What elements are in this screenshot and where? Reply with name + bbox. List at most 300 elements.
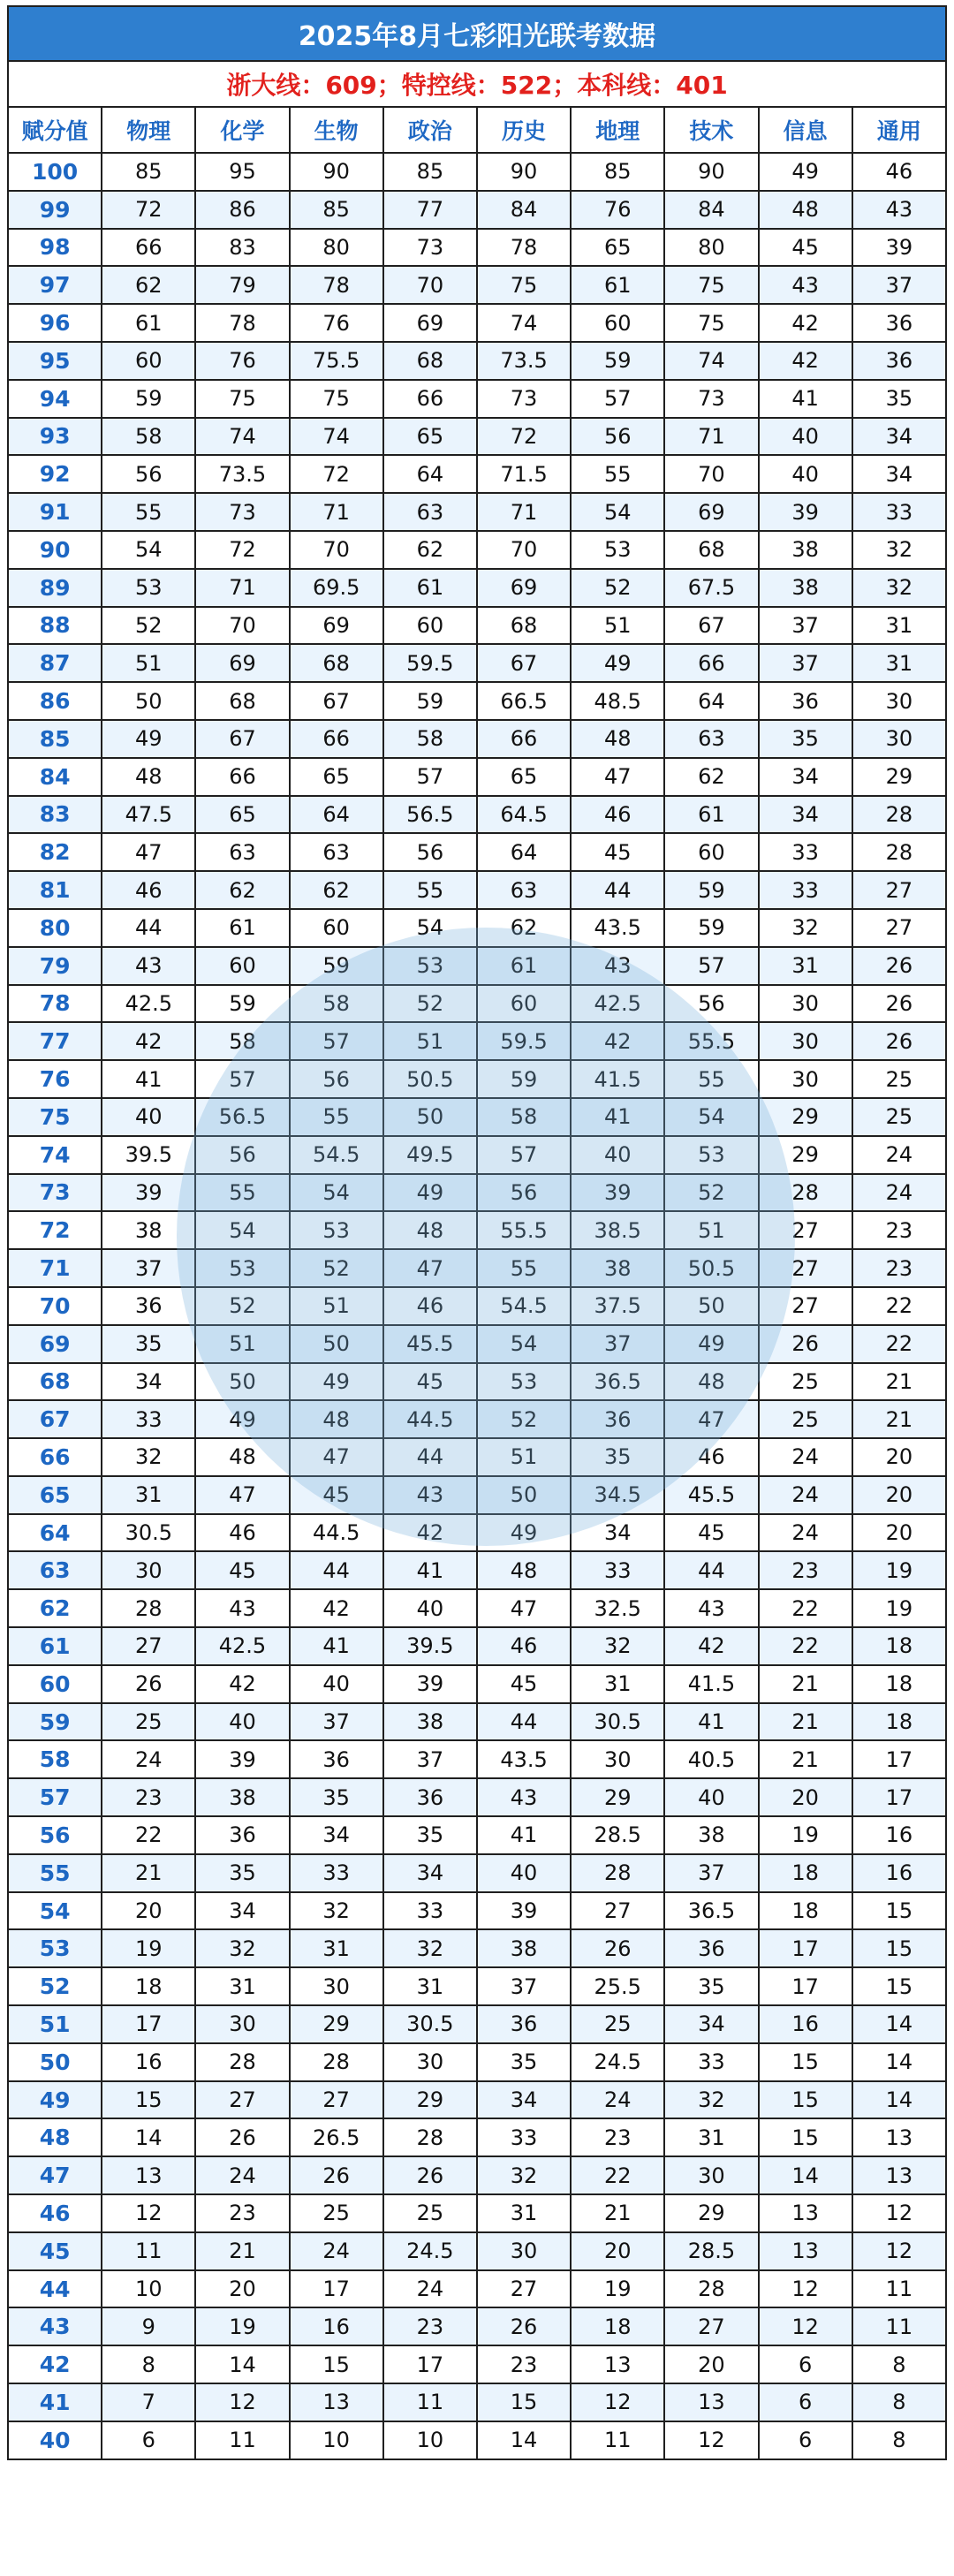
table-cell: 6: [759, 2421, 852, 2459]
table-cell: 28: [383, 2118, 477, 2156]
table-cell: 57: [290, 1022, 383, 1060]
table-cell: 12: [852, 2194, 946, 2232]
table-cell: 50: [102, 682, 195, 720]
table-cell: 27: [477, 2270, 571, 2308]
table-cell: 17: [102, 2005, 195, 2043]
table-cell: 27: [664, 2307, 758, 2345]
table-row: [8, 644, 946, 682]
table-row: [8, 796, 946, 834]
table-row: [8, 1249, 946, 1287]
table-cell: 32: [195, 1929, 289, 1967]
table-row: [8, 191, 946, 229]
table-cell: 26: [290, 2156, 383, 2194]
table-cell: 21: [759, 1665, 852, 1703]
table-cell: 55: [664, 1060, 758, 1098]
score-table: [7, 5, 947, 2460]
table-cell: 42.5: [195, 1627, 289, 1665]
table-cell: 13: [759, 2194, 852, 2232]
score-cell: 83: [8, 796, 102, 834]
table-cell: 45: [759, 229, 852, 267]
table-cell: 29: [852, 758, 946, 796]
table-row: [8, 1929, 946, 1967]
table-cell: 37.5: [571, 1287, 664, 1325]
table-cell: 26: [195, 2118, 289, 2156]
table-cell: 47: [477, 1589, 571, 1627]
table-cell: 42: [383, 1514, 477, 1552]
score-cell: 58: [8, 1740, 102, 1778]
table-cell: 42: [759, 342, 852, 380]
table-cell: 17: [852, 1778, 946, 1816]
table-cell: 52: [102, 607, 195, 645]
table-cell: 74: [477, 304, 571, 342]
table-cell: 11: [852, 2270, 946, 2308]
table-cell: 28.5: [664, 2232, 758, 2270]
table-cell: 64: [664, 682, 758, 720]
table-cell: 27: [759, 1249, 852, 1287]
table-cell: 15: [759, 2081, 852, 2119]
table-cell: 43.5: [571, 909, 664, 947]
score-cell: 47: [8, 2156, 102, 2194]
table-cell: 32: [102, 1438, 195, 1476]
table-cell: 63: [383, 493, 477, 531]
table-cell: 15: [102, 2081, 195, 2119]
table-row: [8, 607, 946, 645]
table-cell: 67: [290, 682, 383, 720]
table-cell: 70: [383, 266, 477, 304]
table-cell: 52: [290, 1249, 383, 1287]
table-row: [8, 2043, 946, 2081]
table-cell: 32: [759, 909, 852, 947]
table-cell: 68: [477, 607, 571, 645]
table-cell: 33: [759, 833, 852, 871]
table-cell: 60: [290, 909, 383, 947]
table-cell: 23: [571, 2118, 664, 2156]
table-cell: 74: [664, 342, 758, 380]
score-cell: 55: [8, 1854, 102, 1892]
table-cell: 36: [852, 342, 946, 380]
table-cell: 59: [195, 985, 289, 1023]
table-cell: 22: [571, 2156, 664, 2194]
table-cell: 61: [571, 266, 664, 304]
table-cell: 68: [383, 342, 477, 380]
table-cell: 32: [664, 2081, 758, 2119]
table-cell: 71: [290, 493, 383, 531]
table-cell: 69: [664, 493, 758, 531]
table-cell: 14: [477, 2421, 571, 2459]
table-cell: 17: [290, 2270, 383, 2308]
table-row: [8, 2081, 946, 2119]
table-cell: 34.5: [571, 1476, 664, 1514]
table-cell: 45: [477, 1665, 571, 1703]
score-cell: 67: [8, 1400, 102, 1438]
table-row: [8, 1438, 946, 1476]
table-cell: 45.5: [664, 1476, 758, 1514]
table-cell: 63: [477, 871, 571, 909]
table-cell: 23: [852, 1211, 946, 1249]
table-cell: 50.5: [664, 1249, 758, 1287]
table-cell: 10: [290, 2421, 383, 2459]
table-cell: 11: [852, 2307, 946, 2345]
table-cell: 30: [195, 2005, 289, 2043]
table-row: [8, 304, 946, 342]
table-row: [8, 1022, 946, 1060]
table-cell: 50: [290, 1325, 383, 1363]
table-cell: 66: [102, 229, 195, 267]
table-row: [8, 1325, 946, 1363]
table-cell: 66: [290, 720, 383, 758]
table-cell: 17: [759, 1929, 852, 1967]
table-cell: 39.5: [383, 1627, 477, 1665]
score-cell: 57: [8, 1778, 102, 1816]
table-cell: 59.5: [383, 644, 477, 682]
table-cell: 79: [195, 266, 289, 304]
table-cell: 16: [759, 2005, 852, 2043]
score-cell: 73: [8, 1174, 102, 1212]
table-cell: 16: [102, 2043, 195, 2081]
score-cell: 90: [8, 531, 102, 569]
table-cell: 18: [759, 1854, 852, 1892]
table-cell: 16: [852, 1854, 946, 1892]
table-row: [8, 909, 946, 947]
table-cell: 31: [102, 1476, 195, 1514]
table-row: [8, 531, 946, 569]
table-cell: 53: [571, 531, 664, 569]
table-cell: 51: [571, 607, 664, 645]
table-cell: 25: [383, 2194, 477, 2232]
table-cell: 35: [195, 1854, 289, 1892]
table-cell: 61: [664, 796, 758, 834]
table-cell: 28: [195, 2043, 289, 2081]
table-cell: 40: [195, 1703, 289, 1741]
score-cell: 89: [8, 569, 102, 607]
table-cell: 51: [290, 1287, 383, 1325]
table-title: 2025年8月七彩阳光联考数据: [8, 6, 946, 61]
table-cell: 11: [383, 2383, 477, 2421]
table-cell: 30: [383, 2043, 477, 2081]
table-cell: 38: [195, 1778, 289, 1816]
score-cell: 63: [8, 1551, 102, 1589]
table-cell: 19: [195, 2307, 289, 2345]
table-cell: 12: [852, 2232, 946, 2270]
table-cell: 23: [477, 2345, 571, 2383]
table-cell: 70: [477, 531, 571, 569]
table-cell: 75: [664, 266, 758, 304]
score-cell: 100: [8, 153, 102, 191]
table-cell: 56: [383, 833, 477, 871]
score-cell: 53: [8, 1929, 102, 1967]
table-row: [8, 1287, 946, 1325]
score-cell: 99: [8, 191, 102, 229]
table-cell: 38.5: [571, 1211, 664, 1249]
table-cell: 51: [102, 644, 195, 682]
table-cell: 67: [477, 644, 571, 682]
table-cell: 65: [571, 229, 664, 267]
table-cell: 55: [102, 493, 195, 531]
table-row: [8, 2307, 946, 2345]
table-cell: 53: [477, 1363, 571, 1401]
table-cell: 32: [571, 1627, 664, 1665]
table-cell: 57: [664, 947, 758, 985]
table-cell: 43: [477, 1778, 571, 1816]
table-cell: 45: [195, 1551, 289, 1589]
table-cell: 36: [290, 1740, 383, 1778]
table-cell: 40: [290, 1665, 383, 1703]
table-row: [8, 833, 946, 871]
table-cell: 34: [852, 418, 946, 456]
table-cell: 39: [477, 1892, 571, 1930]
table-cell: 33: [477, 2118, 571, 2156]
table-cell: 20: [852, 1514, 946, 1552]
table-row: [8, 1816, 946, 1854]
table-row: [8, 1514, 946, 1552]
table-cell: 30: [664, 2156, 758, 2194]
table-cell: 49: [477, 1514, 571, 1552]
score-cell: 62: [8, 1589, 102, 1627]
table-cell: 58: [195, 1022, 289, 1060]
score-cell: 66: [8, 1438, 102, 1476]
table-cell: 77: [383, 191, 477, 229]
table-cell: 28: [852, 833, 946, 871]
table-cell: 56: [477, 1174, 571, 1212]
table-cell: 45: [664, 1514, 758, 1552]
table-cell: 71: [664, 418, 758, 456]
table-cell: 41: [102, 1060, 195, 1098]
score-cell: 92: [8, 455, 102, 493]
table-cell: 49: [383, 1174, 477, 1212]
table-cell: 43: [664, 1589, 758, 1627]
table-cell: 46: [383, 1287, 477, 1325]
table-cell: 15: [290, 2345, 383, 2383]
table-cell: 27: [571, 1892, 664, 1930]
table-cell: 63: [195, 833, 289, 871]
table-cell: 37: [102, 1249, 195, 1287]
table-cell: 42: [195, 1665, 289, 1703]
table-row: [8, 2232, 946, 2270]
table-cell: 66: [664, 644, 758, 682]
table-row: [8, 1627, 946, 1665]
score-cell: 70: [8, 1287, 102, 1325]
table-cell: 69: [477, 569, 571, 607]
table-cell: 75: [477, 266, 571, 304]
table-cell: 28: [571, 1854, 664, 1892]
table-cell: 43: [852, 191, 946, 229]
table-cell: 73: [664, 380, 758, 418]
table-cell: 47.5: [102, 796, 195, 834]
table-cell: 44: [664, 1551, 758, 1589]
table-cell: 39: [383, 1665, 477, 1703]
table-cell: 31: [477, 2194, 571, 2232]
table-cell: 38: [102, 1211, 195, 1249]
table-cell: 68: [664, 531, 758, 569]
table-cell: 52: [571, 569, 664, 607]
table-cell: 14: [852, 2043, 946, 2081]
table-cell: 13: [852, 2156, 946, 2194]
table-cell: 62: [290, 871, 383, 909]
table-cell: 48: [195, 1438, 289, 1476]
table-cell: 25: [102, 1703, 195, 1741]
table-cell: 75.5: [290, 342, 383, 380]
table-cell: 26: [759, 1325, 852, 1363]
table-row: [8, 380, 946, 418]
table-cell: 24: [759, 1514, 852, 1552]
table-cell: 67: [195, 720, 289, 758]
threshold-row: [8, 61, 946, 107]
table-cell: 24: [759, 1476, 852, 1514]
table-cell: 55: [195, 1174, 289, 1212]
score-cell: 88: [8, 607, 102, 645]
table-cell: 24: [852, 1174, 946, 1212]
score-cell: 51: [8, 2005, 102, 2043]
table-cell: 75: [290, 380, 383, 418]
table-cell: 53: [195, 1249, 289, 1287]
table-cell: 58: [102, 418, 195, 456]
table-cell: 23: [195, 2194, 289, 2232]
table-row: [8, 1211, 946, 1249]
table-cell: 70: [664, 455, 758, 493]
score-cell: 78: [8, 985, 102, 1023]
table-row: [8, 1665, 946, 1703]
table-cell: 14: [759, 2156, 852, 2194]
table-cell: 40: [664, 1778, 758, 1816]
table-cell: 22: [852, 1287, 946, 1325]
table-cell: 46: [852, 153, 946, 191]
table-cell: 15: [477, 2383, 571, 2421]
column-header: 通用: [852, 107, 946, 153]
table-cell: 61: [195, 909, 289, 947]
table-cell: 39: [102, 1174, 195, 1212]
table-cell: 71: [477, 493, 571, 531]
table-row: [8, 2383, 946, 2421]
table-cell: 37: [759, 607, 852, 645]
table-cell: 41: [664, 1703, 758, 1741]
table-cell: 24: [759, 1438, 852, 1476]
table-cell: 46: [664, 1438, 758, 1476]
table-cell: 16: [852, 1816, 946, 1854]
table-cell: 18: [759, 1892, 852, 1930]
table-cell: 44: [383, 1438, 477, 1476]
table-cell: 10: [102, 2270, 195, 2308]
table-cell: 49: [571, 644, 664, 682]
table-row: [8, 947, 946, 985]
table-cell: 73.5: [195, 455, 289, 493]
table-cell: 13: [852, 2118, 946, 2156]
table-cell: 78: [290, 266, 383, 304]
table-cell: 26: [571, 1929, 664, 1967]
table-cell: 76: [195, 342, 289, 380]
table-cell: 24: [383, 2270, 477, 2308]
table-row: [8, 2345, 946, 2383]
table-cell: 17: [759, 1967, 852, 2005]
table-cell: 13: [290, 2383, 383, 2421]
table-cell: 76: [571, 191, 664, 229]
score-cell: 64: [8, 1514, 102, 1552]
table-cell: 28: [852, 796, 946, 834]
table-cell: 42.5: [102, 985, 195, 1023]
table-cell: 60: [571, 304, 664, 342]
table-cell: 84: [664, 191, 758, 229]
table-cell: 44.5: [290, 1514, 383, 1552]
table-cell: 35: [571, 1438, 664, 1476]
table-cell: 38: [759, 531, 852, 569]
table-cell: 65: [290, 758, 383, 796]
table-cell: 71: [195, 569, 289, 607]
table-cell: 23: [852, 1249, 946, 1287]
table-cell: 7: [102, 2383, 195, 2421]
table-cell: 35: [852, 380, 946, 418]
table-cell: 35: [383, 1816, 477, 1854]
table-cell: 54: [571, 493, 664, 531]
table-cell: 53: [383, 947, 477, 985]
table-cell: 48: [571, 720, 664, 758]
table-cell: 41: [571, 1098, 664, 1136]
table-cell: 80: [664, 229, 758, 267]
table-cell: 31: [664, 2118, 758, 2156]
table-cell: 19: [102, 1929, 195, 1967]
table-cell: 44: [290, 1551, 383, 1589]
table-cell: 42: [290, 1589, 383, 1627]
score-cell: 71: [8, 1249, 102, 1287]
score-cell: 40: [8, 2421, 102, 2459]
table-cell: 75: [195, 380, 289, 418]
table-cell: 50.5: [383, 1060, 477, 1098]
table-cell: 53: [102, 569, 195, 607]
table-cell: 85: [102, 153, 195, 191]
table-cell: 24: [102, 1740, 195, 1778]
table-cell: 30: [759, 1022, 852, 1060]
table-cell: 19: [759, 1816, 852, 1854]
table-cell: 54: [383, 909, 477, 947]
table-cell: 12: [759, 2270, 852, 2308]
table-cell: 37: [852, 266, 946, 304]
table-cell: 20: [852, 1438, 946, 1476]
table-cell: 56: [664, 985, 758, 1023]
score-cell: 44: [8, 2270, 102, 2308]
table-row: [8, 985, 946, 1023]
table-cell: 12: [571, 2383, 664, 2421]
column-header: 物理: [102, 107, 195, 153]
column-header: 信息: [759, 107, 852, 153]
table-cell: 21: [102, 1854, 195, 1892]
score-cell: 81: [8, 871, 102, 909]
table-cell: 56.5: [383, 796, 477, 834]
table-cell: 48.5: [571, 682, 664, 720]
column-header: 技术: [664, 107, 758, 153]
table-cell: 12: [102, 2194, 195, 2232]
table-cell: 30: [759, 1060, 852, 1098]
table-cell: 49: [102, 720, 195, 758]
table-cell: 35: [102, 1325, 195, 1363]
table-cell: 13: [664, 2383, 758, 2421]
table-cell: 24: [290, 2232, 383, 2270]
table-cell: 24.5: [571, 2043, 664, 2081]
table-cell: 29: [571, 1778, 664, 1816]
table-cell: 16: [290, 2307, 383, 2345]
table-cell: 8: [102, 2345, 195, 2383]
table-row: [8, 266, 946, 304]
table-cell: 73: [383, 229, 477, 267]
table-cell: 75: [664, 304, 758, 342]
table-row: [8, 2118, 946, 2156]
table-cell: 38: [571, 1249, 664, 1287]
table-cell: 67.5: [664, 569, 758, 607]
table-cell: 50: [477, 1476, 571, 1514]
table-cell: 27: [852, 909, 946, 947]
score-cell: 84: [8, 758, 102, 796]
table-cell: 66: [383, 380, 477, 418]
table-cell: 32: [477, 2156, 571, 2194]
table-cell: 56.5: [195, 1098, 289, 1136]
table-cell: 14: [852, 2005, 946, 2043]
